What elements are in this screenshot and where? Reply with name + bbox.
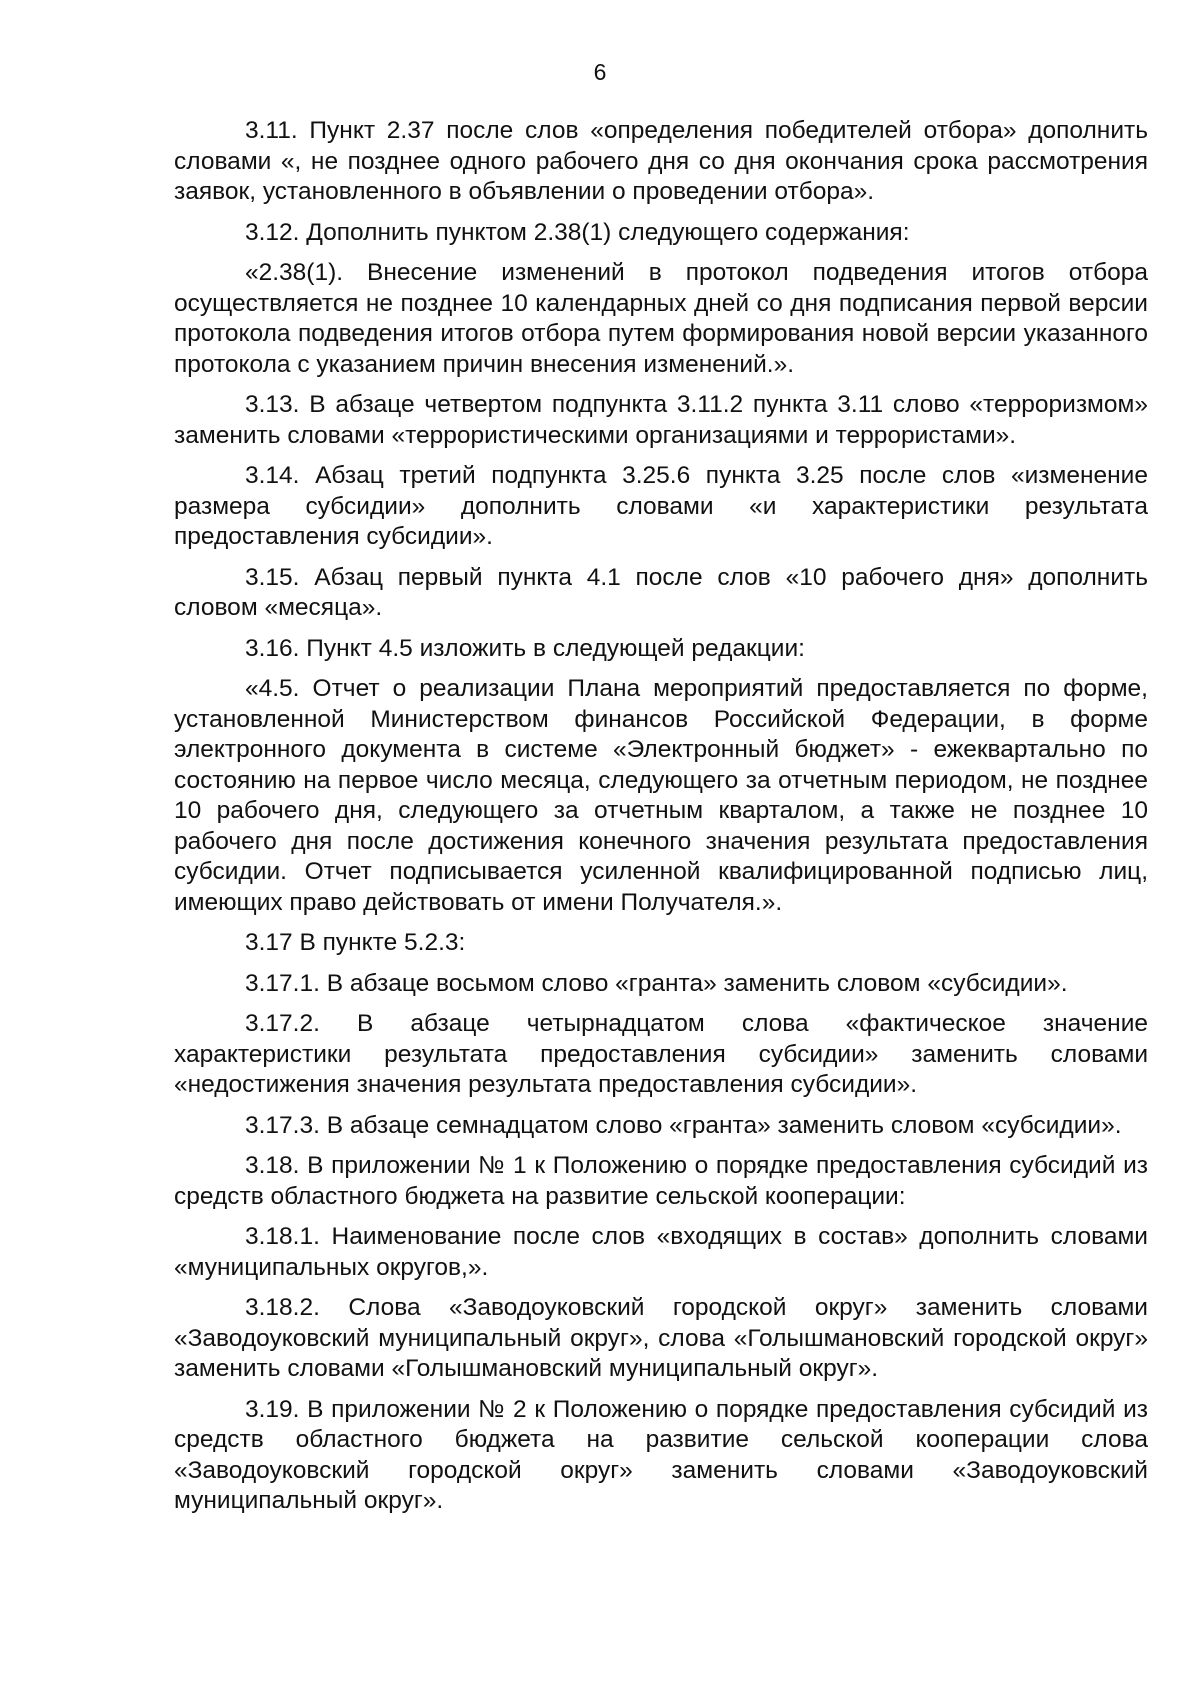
paragraph-3-18: 3.18. В приложении № 1 к Положению о порядке предоставления субсидий из средств областного бюджета на развитие сельской кооперации: — [174, 1152, 1148, 1210]
paragraph-3-12: 3.12. Дополнить пунктом 2.38(1) следующего содержания: — [245, 218, 910, 246]
paragraph-3-14: 3.14. Абзац третий подпункта 3.25.6 пункта 3.25 после слов «изменение размера субсидии» дополнить словами «и характеристики результата предоставления субсидии». — [174, 462, 1148, 550]
paragraph-3-17: 3.17 В пункте 5.2.3: — [245, 929, 466, 956]
paragraph-3-13: 3.13. В абзаце четвертом подпункта 3.11.2 пункта 3.11 слово «терроризмом» заменить словами «террористическими организациями и террористами». — [174, 391, 1148, 449]
document-body — [174, 116, 1148, 1527]
paragraph-3-18-2: 3.18.2. Слова «Заводоуковский городской округ» заменить словами «Заводоуковский муниципальный округ», слова «Голышмановский городской округ» заменить словами «Голышмановский муниципальный округ». — [174, 1294, 1148, 1382]
paragraph-3-19: 3.19. В приложении № 2 к Положению о порядке предоставления субсидий из средств областного бюджета на развитие сельской кооперации слова «Заводоуковский городской округ» заменить словами «Заводоуковский муниципальный округ». — [174, 1395, 1148, 1514]
page-number: 6 — [593, 59, 607, 85]
paragraph-3-17-3: 3.17.3. В абзаце семнадцатом слово «гранта» заменить словом «субсидии». — [245, 1111, 1122, 1139]
paragraph-3-18-1: 3.18.1. Наименование после слов «входящих в состав» дополнить словами «муниципальных округов,». — [174, 1223, 1148, 1281]
paragraph-3-16: 3.16. Пункт 4.5 изложить в следующей редакции: — [245, 634, 805, 662]
paragraph-3-17-1: 3.17.1. В абзаце восьмом слово «гранта» заменить словом «субсидии». — [245, 969, 1068, 997]
paragraph-3-11: 3.11. Пункт 2.37 после слов «определения победителей отбора» дополнить словами «, не позднее одного рабочего дня со дня окончания срока рассмотрения заявок, установленного в объявлении о проведении отбора». — [174, 117, 1148, 205]
paragraph-2-38-1-quote: «2.38(1). Внесение изменений в протокол подведения итогов отбора осуществляется не позднее 10 календарных дней со дня подписания первой версии протокола подведения итогов отбора путем формирования новой версии указанного протокола с указанием причин внесения изменений.». — [174, 259, 1148, 378]
paragraph-3-15: 3.15. Абзац первый пункта 4.1 после слов «10 рабочего дня» дополнить словом «месяца». — [174, 563, 1148, 621]
paragraph-4-5-quote: «4.5. Отчет о реализации Плана мероприятий предоставляется по форме, установленной Министерством финансов Российской Федерации, в форме электронного документа в системе «Электронный бюджет» - ежеквартально по состоянию на первое число месяца, следующего за отчетным периодом, не позднее 10 рабочего дня, следующего за отчетным кварталом, а также не позднее 10 рабочего дня после достижения конечного значения результата предоставления субсидии. Отчет подписывается усиленной квалифицированной подписью лиц, имеющих право действовать от имени Получателя.». — [174, 675, 1148, 916]
paragraph-3-17-2: 3.17.2. В абзаце четырнадцатом слова «фактическое значение характеристики результата предоставления субсидии» заменить словами «недостижения значения результата предоставления субсидии». — [174, 1010, 1148, 1098]
